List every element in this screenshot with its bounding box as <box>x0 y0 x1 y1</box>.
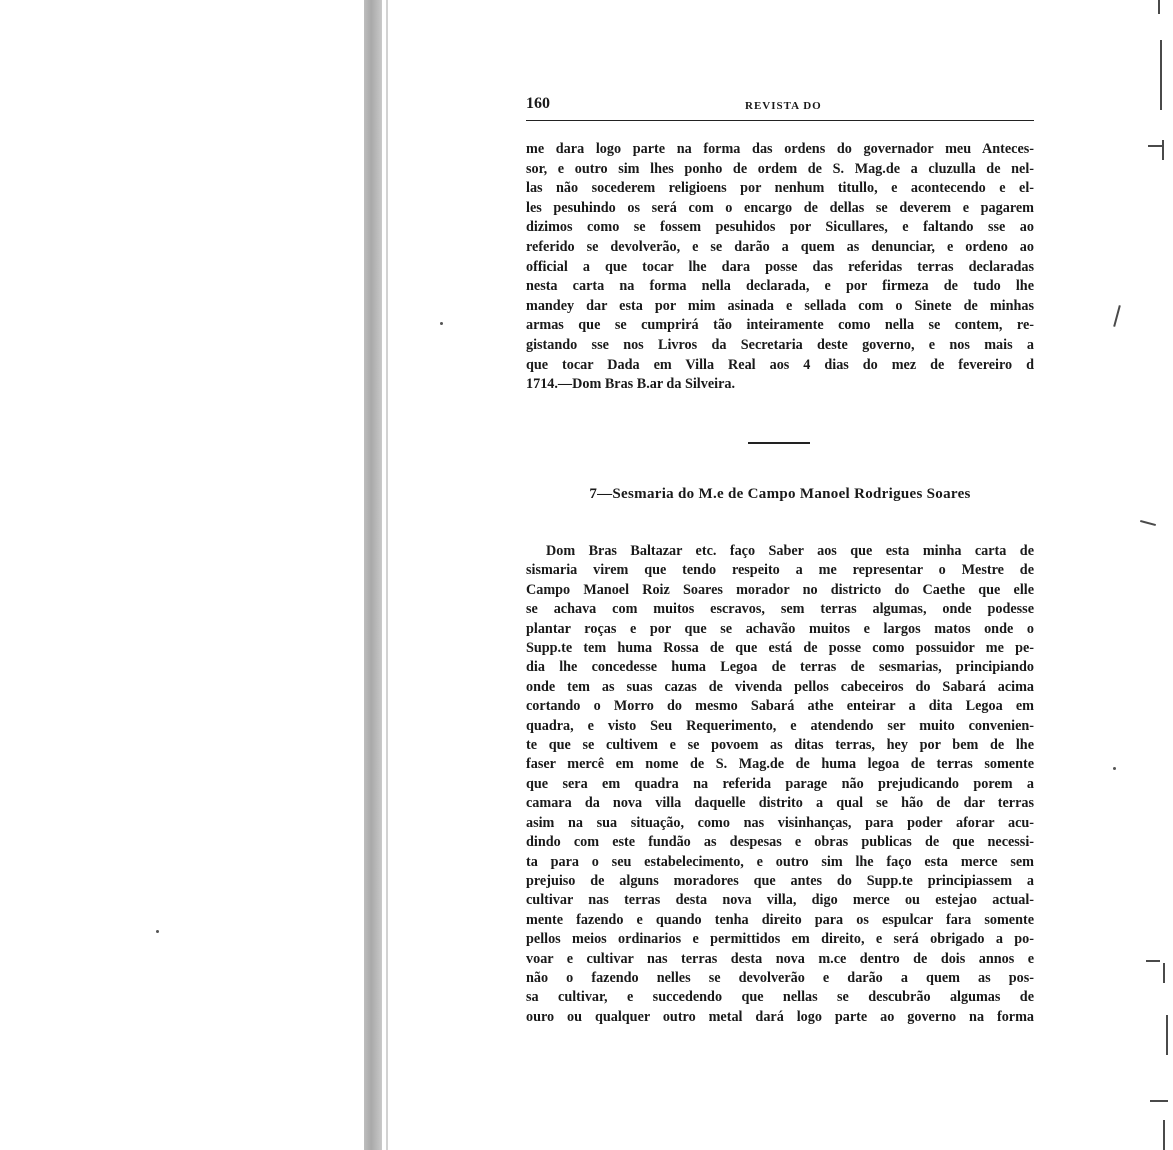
header-rule <box>526 120 1034 121</box>
text-line: sismaria virem que tendo respeito a me representar o Mestre de <box>526 562 1034 579</box>
speck <box>156 930 159 933</box>
edge-mark <box>1163 963 1165 983</box>
text-line: nesta carta na forma nella declarada, e por firmeza de tudo lhe <box>526 278 1034 295</box>
text-line: dindo com este fundão as despesas e obras publicas de que necessi- <box>526 834 1034 851</box>
text-line: cortando o Morro do mesmo Sabará athe enteirar a dita Legoa em <box>526 698 1034 715</box>
text-line: cultivar nas terras desta nova villa, digo merce ou estejao actual- <box>526 892 1034 909</box>
edge-mark <box>1146 960 1160 962</box>
edge-mark <box>1150 1100 1168 1102</box>
text-line: te que se cultivem e se povoem as ditas terras, hey por bem de lhe <box>526 737 1034 754</box>
text-line: dia lhe concedesse huma Legoa de terras de sesmarias, principiando <box>526 659 1034 676</box>
text-line: ta para o seu estabelecimento, e outro sim lhe faço esta merce sem <box>526 853 1034 870</box>
paragraph-2 <box>526 542 1034 1027</box>
speck <box>440 322 443 325</box>
paragraph-1 <box>526 140 1034 395</box>
text-line: sa cultivar, e succedendo que nellas se descubrão algumas de <box>526 989 1034 1006</box>
edge-mark <box>1148 145 1162 147</box>
text-line: les pesuhindo os será com o encargo de dellas se deverem e pagarem <box>526 199 1034 216</box>
text-line: onde tem as suas cazas de vivenda pellos cabeceiros do Sabará acima <box>526 678 1034 695</box>
text-line: quadra, e visto Seu Requerimento, e atendendo ser muito convenien- <box>526 717 1034 734</box>
text-line: referido se devolverão, e se darão a quem as denunciar, e ordeno ao <box>526 238 1034 255</box>
text-line: plantar roças e por que se achavão muitos e largos matos onde o <box>526 620 1034 637</box>
text-line: asim na sua situação, como nas visinhanças, para poder aforar acu- <box>526 814 1034 831</box>
text-line: dizimos como se fossem pesuhidos por Sicullares, e faltando sse ao <box>526 219 1034 236</box>
text-line: faser mercê em nome de S. Mag.de de huma legoa de terras somente <box>526 756 1034 773</box>
text-line: las não socederem religioens por nenhum titullo, e acontecendo e el- <box>526 180 1034 197</box>
text-line: Supp.te tem huma Rossa de que está de posse como possuidor me pe- <box>526 640 1034 657</box>
text-line: armas que se cumprirá tão inteiramente como nella se contem, re- <box>526 317 1034 334</box>
text-line: pellos meios ordinarios e permittidos em direito, e será obrigado a po- <box>526 931 1034 948</box>
text-line: voar e cultivar nas terras desta nova m.ce dentro de dois annos e <box>526 950 1034 967</box>
text-line: prejuiso de alguns moradores que antes do Supp.te principiassem a <box>526 872 1034 889</box>
page-number: 160 <box>526 95 550 112</box>
text-line: camara da nova villa daquelle distrito a qual se hão de dar terras <box>526 795 1034 812</box>
text-line: Dom Bras Baltazar etc. faço Saber aos que esta minha carta de <box>546 543 1034 559</box>
text-line: official a que tocar lhe dara posse das referidas terras declaradas <box>526 258 1034 275</box>
running-head: REVISTA DO <box>745 100 822 112</box>
text-line: mandey dar esta por mim asinada e sellada com o Sinete de minhas <box>526 297 1034 314</box>
speck <box>1113 767 1116 770</box>
text-line: me dara logo parte na forma das ordens do governador meu Anteces- <box>526 141 1034 157</box>
text-line: que tocar Dada em Villa Real aos 4 dias do mez de fevereiro d <box>526 356 1034 373</box>
page-gutter-line <box>386 0 388 1150</box>
page-gutter-shadow <box>364 0 382 1150</box>
text-line: não o fazendo nelles se devolverão e darão a quem as pos- <box>526 969 1034 986</box>
edge-mark <box>1163 1120 1165 1150</box>
edge-mark <box>1140 520 1156 526</box>
edge-mark <box>1160 40 1162 110</box>
edge-mark <box>1166 1015 1168 1055</box>
text-line: 1714.—Dom Bras B.ar da Silveira. <box>526 376 736 393</box>
section-divider <box>748 442 810 444</box>
text-line: gistando sse nos Livros da Secretaria deste governo, e nos mais a <box>526 336 1034 353</box>
section-title: 7—Sesmaria do M.e de Campo Manoel Rodrigues Soares <box>589 486 971 502</box>
text-line: que sera em quadra na referida parage não prejudicando porem a <box>526 775 1034 792</box>
text-line: se achava com muitos escravos, sem terras algumas, onde podesse <box>526 601 1034 618</box>
text-line: Campo Manoel Roiz Soares morador no districto do Caethe que elle <box>526 581 1034 598</box>
text-line: ouro ou qualquer outro metal dará logo parte ao governo na forma <box>526 1008 1034 1025</box>
text-line: sor, e outro sim lhes ponho de ordem de S. Mag.de a cluzulla de nel- <box>526 160 1034 177</box>
text-line: mente fazendo e quando tenha direito para os espulcar fara somente <box>526 911 1034 928</box>
edge-mark <box>1158 0 1160 14</box>
edge-mark <box>1162 140 1164 160</box>
edge-mark <box>1113 305 1121 327</box>
